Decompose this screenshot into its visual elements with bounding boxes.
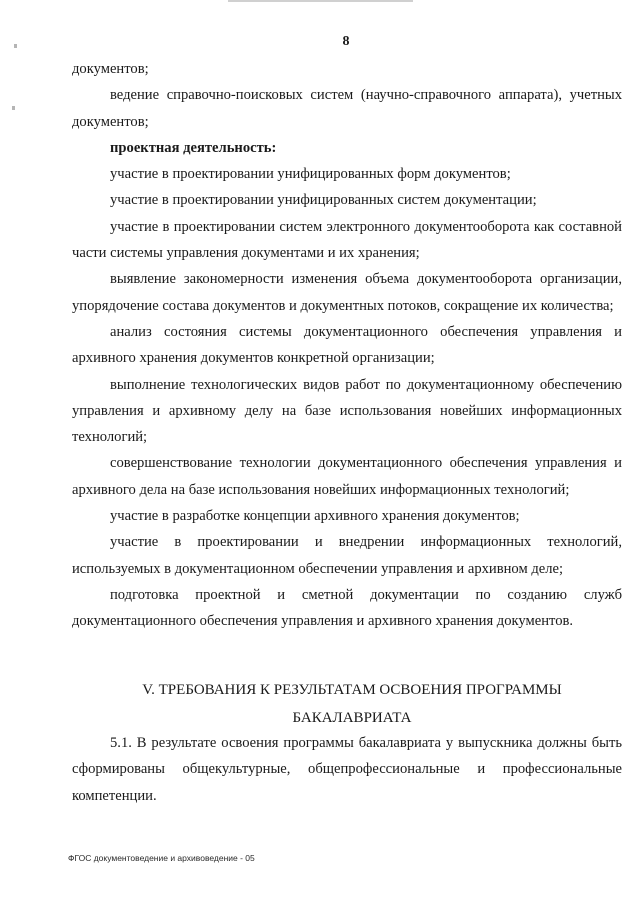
footer-text: ФГОС документоведение и архивоведение - 05 <box>68 853 255 863</box>
section-paragraph: 5.1. В результате освоения программы бакалавриата у выпускника должны быть сформированы общекультурные, общепрофессиональные и профессиональные компетенции. <box>72 735 622 804</box>
paragraph: ведение справочно-поисковых систем (научно-справочного аппарата), учетных документов; <box>72 87 622 130</box>
section-heading <box>72 676 632 732</box>
paragraph: участие в проектировании систем электронного документооборота как составной части системы управления документами и их хранения; <box>72 218 622 262</box>
paragraph: выполнение технологических видов работ по документационному обеспечению управления и архивному делу на базе использования новейших информационных технологий; <box>72 376 622 446</box>
section-heading-line: БАКАЛАВРИАТА <box>292 710 412 726</box>
paragraph: совершенствование технологии документационного обеспечения управления и архивного дела на базе использования новейших информационных технологий; <box>72 455 622 498</box>
scan-margin-mark <box>12 106 15 110</box>
paragraph: участие в разработке концепции архивного хранения документов; <box>110 508 520 525</box>
paragraph: участие в проектировании унифицированных форм документов; <box>110 166 511 183</box>
paragraph: документов; <box>72 61 149 77</box>
section-heading-line: V. ТРЕБОВАНИЯ К РЕЗУЛЬТАТАМ ОСВОЕНИЯ ПРОГРАММЫ <box>142 682 562 698</box>
body-text <box>72 56 622 635</box>
page-number: 8 <box>342 34 350 49</box>
paragraph: участие в проектировании и внедрении информационных технологий, используемых в документационном обеспечении управления и архивном деле; <box>72 534 622 577</box>
paragraph: анализ состояния системы документационного обеспечения управления и архивного хранения документов конкретной организации; <box>72 323 622 367</box>
scan-edge-mark <box>228 0 413 2</box>
paragraph: подготовка проектной и сметной документации по созданию служб документационного обеспечения управления и архивного хранения документов. <box>72 586 622 630</box>
paragraph: выявление закономерности изменения объема документооборота организации, упорядочение состава документов и документных потоков, сокращение их количества; <box>72 271 622 314</box>
scan-margin-mark <box>14 44 17 48</box>
paragraph-heading: проектная деятельность: <box>110 139 277 156</box>
paragraph: участие в проектировании унифицированных систем документации; <box>110 192 537 209</box>
